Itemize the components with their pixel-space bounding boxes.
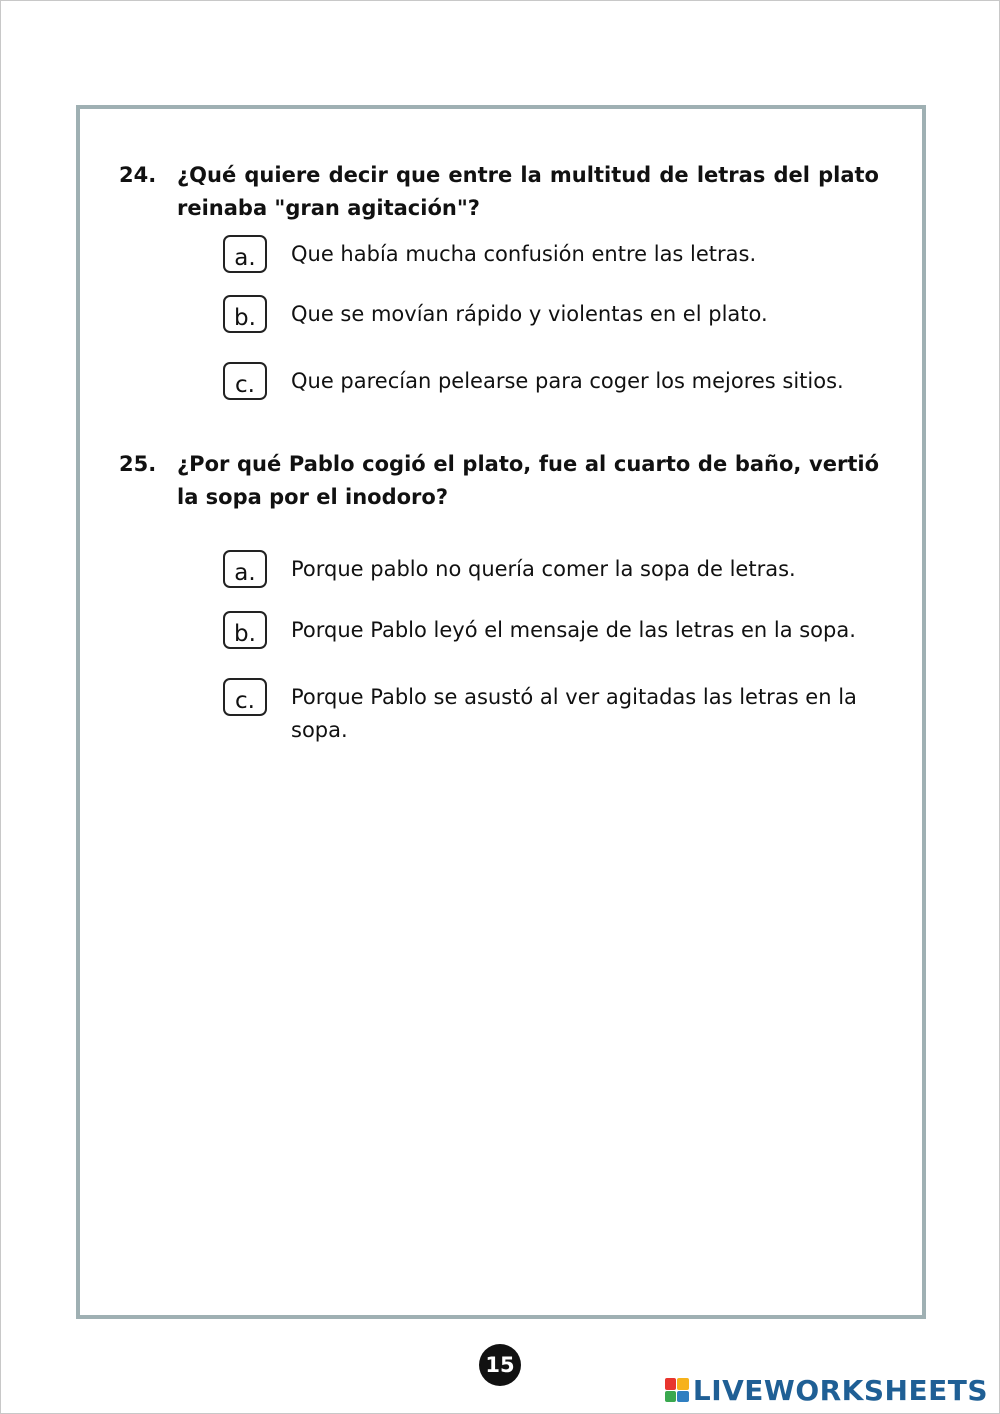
option-label-box[interactable]: b. — [223, 611, 267, 649]
question-24 — [119, 159, 879, 225]
option-label-box[interactable]: c. — [223, 678, 267, 716]
question-24-option-c[interactable] — [223, 365, 883, 398]
option-text: Porque Pablo se asustó al ver agitadas las letras en la sopa. — [291, 685, 857, 742]
question-25-option-a[interactable] — [223, 553, 883, 586]
option-text: Porque pablo no quería comer la sopa de letras. — [291, 557, 796, 581]
option-text: Que se movían rápido y violentas en el plato. — [291, 302, 768, 326]
option-label-box[interactable]: a. — [223, 550, 267, 588]
question-25 — [119, 448, 879, 514]
logo-square — [677, 1378, 689, 1390]
brand-name: LIVEWORKSHEETS — [692, 1373, 988, 1407]
option-label-box[interactable]: b. — [223, 295, 267, 333]
option-label-box[interactable]: a. — [223, 235, 267, 273]
brand-watermark — [665, 1374, 988, 1406]
option-text: Que había mucha confusión entre las letras. — [291, 242, 757, 266]
question-24-option-b[interactable] — [223, 298, 883, 331]
option-text: Porque Pablo leyó el mensaje de las letras en la sopa. — [291, 618, 856, 642]
question-24-option-a[interactable] — [223, 238, 883, 271]
question-25-option-b[interactable] — [223, 614, 883, 647]
page-number: 15 — [479, 1344, 521, 1386]
logo-square — [665, 1378, 677, 1390]
option-text: Que parecían pelearse para coger los mejores sitios. — [291, 369, 844, 393]
question-number: 24. — [119, 163, 157, 187]
question-number: 25. — [119, 452, 157, 476]
question-text: ¿Por qué Pablo cogió el plato, fue al cuarto de baño, vertió la sopa por el inodoro? — [177, 452, 879, 509]
question-25-option-c[interactable] — [223, 681, 883, 747]
option-label-box[interactable]: c. — [223, 362, 267, 400]
logo-square — [677, 1391, 689, 1403]
question-text: ¿Qué quiere decir que entre la multitud de letras del plato reinaba "gran agitación"? — [177, 163, 879, 220]
liveworksheets-logo-icon — [665, 1378, 689, 1402]
logo-square — [665, 1391, 677, 1403]
